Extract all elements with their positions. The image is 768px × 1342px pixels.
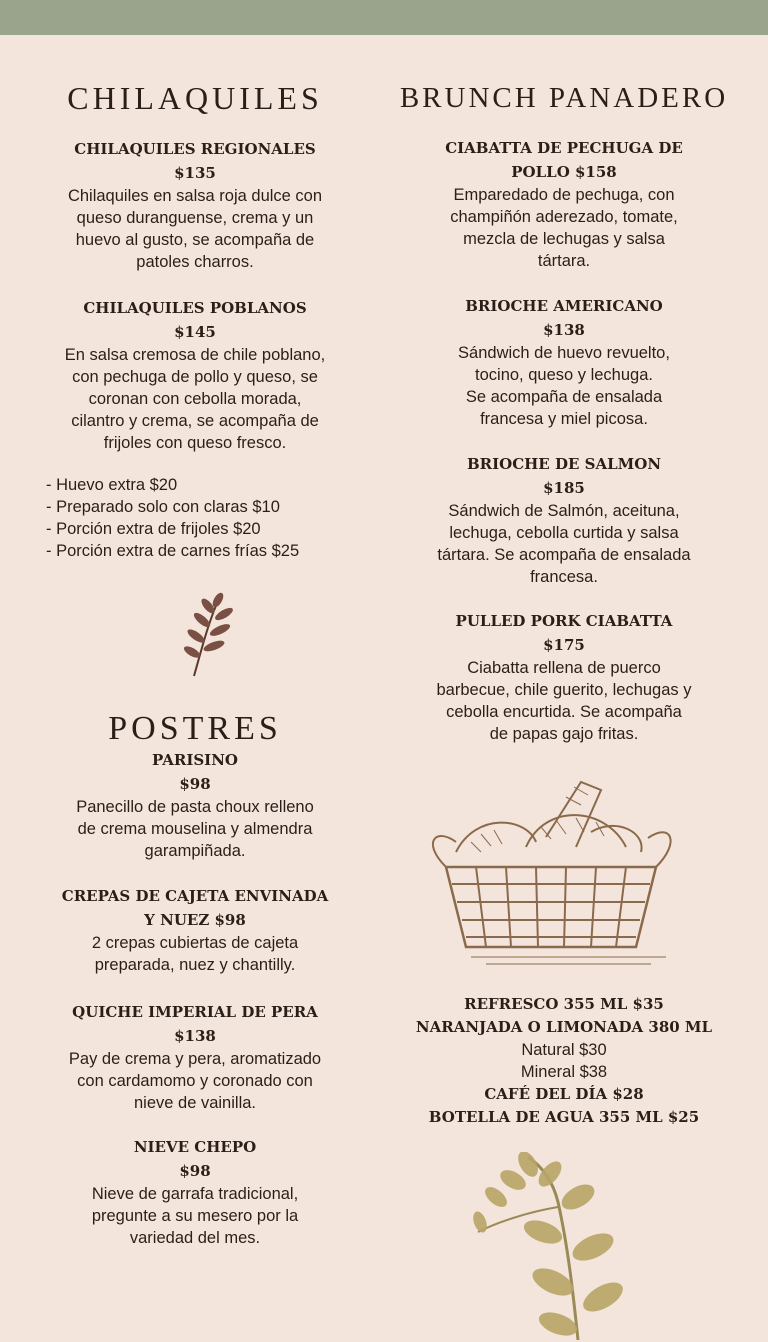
item-price: $98 [179,775,211,793]
item-price: $138 [174,1027,216,1045]
item-price: $185 [543,479,585,497]
menu-item-chilaquiles-poblanos [0,296,390,454]
menu-item-parisino [0,748,390,862]
item-description: 2 crepas cubiertas de cajeta preparada, nuez y chantilly. [91,934,299,974]
item-description: Panecillo de pasta choux relleno de crema mouselina y almendra garampiñada. [76,798,314,860]
drink-cafe: CAFÉ DEL DÍA $28 [484,1085,644,1103]
gold-leaves-icon [458,1152,648,1342]
item-name-line2: Y NUEZ $98 [144,911,246,929]
menu-item-brioche-salmon [380,452,748,588]
item-description: Ciabatta rellena de puerco barbecue, chile guerito, lechugas y cebolla encurtida. Se acompaña de papas gajo fritas. [436,659,692,743]
item-name: QUICHE IMPERIAL DE PERA [72,1003,318,1021]
chilaquiles-title: CHILAQUILES [67,80,323,116]
menu-item-crepas [0,884,390,976]
drink-mineral: Mineral $38 [520,1063,608,1081]
item-description: En salsa cremosa de chile poblano, con pechuga de pollo y queso, se coronan con cebolla morada, cilantro y crema, se acompaña de frijoles con queso fresco. [64,346,326,452]
brunch-title: BRUNCH PANADERO [399,82,729,114]
menu-item-quiche [0,1000,390,1114]
drink-agua: BOTELLA DE AGUA 355 ML $25 [428,1108,700,1126]
item-description: Emparedado de pechuga, con champiñón aderezado, tomate, mezcla de lechugas y salsa tártara. [450,186,678,270]
item-name: CHILAQUILES POBLANOS [83,299,307,317]
drink-refresco: REFRESCO 355 ML $35 [464,995,664,1013]
menu-item-chilaquiles-regionales [0,137,390,273]
item-name: BRIOCHE AMERICANO [465,297,663,315]
extras-list [46,474,366,562]
drinks-list [380,993,748,1129]
leaf-sprig-icon [172,588,242,683]
item-price: $98 [179,1162,211,1180]
item-price: $138 [543,321,585,339]
drink-natural: Natural $30 [521,1041,607,1059]
drink-naranjada: NARANJADA O LIMONADA 380 ML [415,1018,713,1036]
bread-basket-icon [416,772,686,967]
item-name: PARISINO [152,751,238,769]
menu-item-pulled-pork [380,609,748,745]
extra-item: - Porción extra de frijoles $20 [46,520,261,538]
item-price: $135 [174,164,216,182]
item-description: Sándwich de Salmón, aceituna, lechuga, cebolla curtida y salsa tártara. Se acompaña de ensalada francesa. [437,502,691,586]
item-name: CREPAS DE CAJETA ENVINADA [61,887,329,905]
item-description: Chilaquiles en salsa roja dulce con queso duranguense, crema y un huevo al gusto, se acompaña de patoles charros. [67,187,323,271]
extra-item: - Porción extra de carnes frías $25 [46,542,300,560]
extra-item: - Huevo extra $20 [46,476,178,494]
item-description: Pay de crema y pera, aromatizado con cardamomo y coronado con nieve de vainilla. [68,1050,322,1112]
menu-item-ciabatta-pechuga [380,136,748,272]
menu-item-brioche-americano [380,294,748,430]
item-name: CIABATTA DE PECHUGA DE [445,139,683,157]
item-name: PULLED PORK CIABATTA [455,612,673,630]
menu-item-nieve-chepo [0,1135,390,1249]
item-description: Sándwich de huevo revuelto, tocino, queso y lechuga. Se acompaña de ensalada francesa y miel picosa. [458,344,670,428]
item-name: BRIOCHE DE SALMON [466,455,662,473]
item-price: $145 [174,323,216,341]
postres-title: POSTRES [108,710,282,747]
extra-item: - Preparado solo con claras $10 [46,498,280,516]
right-column [380,0,748,1340]
item-description: Nieve de garrafa tradicional, pregunte a su mesero por la variedad del mes. [91,1185,299,1247]
item-price: $175 [543,636,585,654]
item-name: CHILAQUILES REGIONALES [74,140,316,158]
item-name-line2: POLLO $158 [511,163,617,181]
item-name: NIEVE CHEPO [133,1138,257,1156]
